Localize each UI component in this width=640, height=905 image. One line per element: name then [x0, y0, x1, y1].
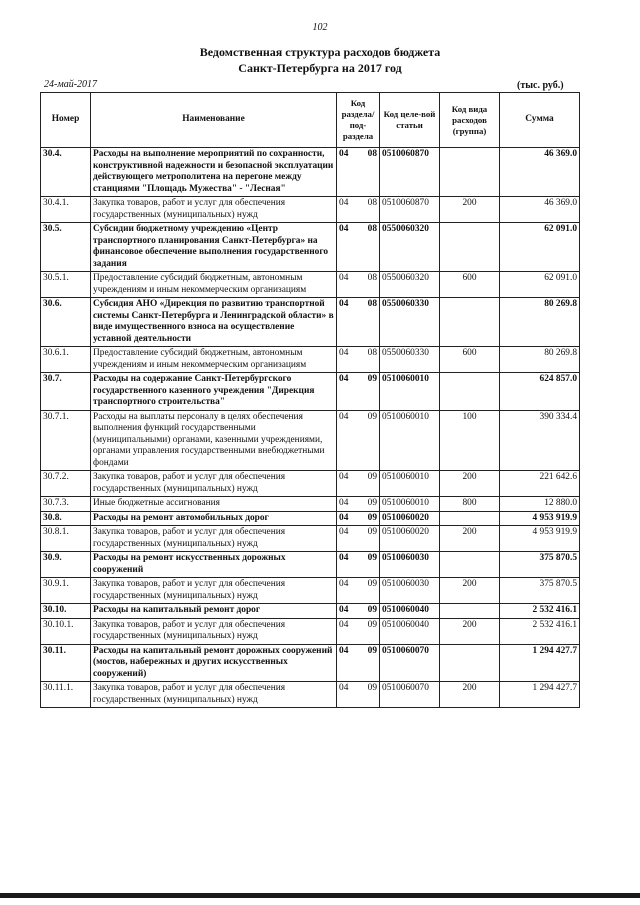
row-subsection-code: 09 [367, 605, 377, 615]
table-row [41, 373, 580, 411]
table-row [41, 497, 580, 512]
row-subsection-code: 09 [367, 683, 377, 693]
row-name: Предоставление субсидий бюджетным, автономным учреждениям и иным некоммерческим организациям [91, 347, 337, 373]
row-section-code: 04 [339, 224, 349, 234]
row-section [337, 644, 380, 682]
row-number: 30.7.3. [41, 497, 91, 512]
row-subsection-code: 09 [367, 527, 377, 537]
row-amount: 375 870.5 [500, 578, 580, 604]
row-subsection-code: 09 [367, 645, 377, 656]
row-amount: 4 953 919.9 [500, 511, 580, 526]
row-number: 30.8. [41, 511, 91, 526]
row-subsection-code: 08 [367, 273, 377, 283]
row-amount: 375 870.5 [500, 552, 580, 578]
row-section-code: 04 [339, 683, 349, 693]
row-section-code: 04 [339, 527, 349, 537]
row-article: 0510060020 [380, 511, 440, 526]
row-section [337, 604, 380, 619]
row-name: Расходы на ремонт искусственных дорожных сооружений [91, 552, 337, 578]
row-section [337, 298, 380, 347]
row-section-code: 04 [339, 273, 349, 283]
row-amount: 390 334.4 [500, 410, 580, 471]
title-line-1: Ведомственная структура расходов бюджета [199, 45, 441, 59]
row-article: 0550060320 [380, 272, 440, 298]
row-section-code: 04 [339, 374, 349, 384]
row-subsection-code: 09 [367, 498, 377, 508]
row-number: 30.10. [41, 604, 91, 619]
row-section-code: 04 [339, 149, 349, 159]
row-number: 30.5. [41, 223, 91, 272]
row-subsection-code: 09 [367, 619, 377, 630]
header-article: Код целе-вой статьи [380, 93, 440, 148]
row-name: Закупка товаров, работ и услуг для обеспечения государственных (муниципальных) нужд [91, 682, 337, 708]
row-subsection-code: 08 [367, 224, 377, 234]
row-name: Закупка товаров, работ и услуг для обеспечения государственных (муниципальных) нужд [91, 526, 337, 552]
row-amount: 2 532 416.1 [500, 618, 580, 644]
row-number: 30.11.1. [41, 682, 91, 708]
row-section [337, 148, 380, 197]
row-expense-type: 200 [440, 471, 500, 497]
row-section [337, 526, 380, 552]
row-subsection-code: 08 [367, 198, 377, 208]
table-row [41, 272, 580, 298]
row-expense-type [440, 644, 500, 682]
row-number: 30.4.1. [41, 197, 91, 223]
row-subsection-code: 09 [367, 472, 377, 482]
table-row [41, 148, 580, 197]
title-line-2: Санкт-Петербурга на 2017 год [238, 61, 402, 75]
row-section [337, 682, 380, 708]
table-row [41, 644, 580, 682]
table-row [41, 511, 580, 526]
row-section-code: 04 [339, 645, 349, 656]
row-section-code: 04 [339, 198, 349, 208]
row-name: Закупка товаров, работ и услуг для обеспечения государственных (муниципальных) нужд [91, 618, 337, 644]
row-article: 0510060870 [380, 148, 440, 197]
row-expense-type [440, 223, 500, 272]
row-amount: 624 857.0 [500, 373, 580, 411]
row-expense-type: 200 [440, 682, 500, 708]
row-amount: 1 294 427.7 [500, 682, 580, 708]
row-section-code: 04 [339, 605, 349, 615]
row-expense-type [440, 552, 500, 578]
row-amount: 62 091.0 [500, 272, 580, 298]
row-amount: 80 269.8 [500, 298, 580, 347]
row-name: Субсидии бюджетному учреждению «Центр транспортного планирования Санкт-Петербурга» на финансовое обеспечение выполнения государственного задания [91, 223, 337, 272]
row-section [337, 552, 380, 578]
row-section [337, 410, 380, 471]
row-amount: 4 953 919.9 [500, 526, 580, 552]
row-section-code: 04 [339, 512, 349, 523]
row-name: Расходы на выплаты персоналу в целях обеспечения выполнения функций государственными (муниципальными) органами, казенными учреждениями, органами управления государственными внебюджетными фондами [91, 410, 337, 471]
row-number: 30.7.1. [41, 410, 91, 471]
row-subsection-code: 09 [367, 553, 377, 563]
row-number: 30.10.1. [41, 618, 91, 644]
row-section [337, 272, 380, 298]
row-expense-type [440, 298, 500, 347]
row-amount: 12 880.0 [500, 497, 580, 512]
row-section [337, 223, 380, 272]
table-row [41, 197, 580, 223]
units-label: (тыс. руб.) [517, 80, 564, 91]
row-section [337, 618, 380, 644]
row-number: 30.5.1. [41, 272, 91, 298]
row-expense-type: 200 [440, 618, 500, 644]
row-number: 30.6. [41, 298, 91, 347]
table-body [41, 148, 580, 708]
table-row [41, 604, 580, 619]
row-name: Закупка товаров, работ и услуг для обеспечения государственных (муниципальных) нужд [91, 197, 337, 223]
row-article: 0510060030 [380, 552, 440, 578]
row-section-code: 04 [339, 472, 349, 482]
row-number: 30.8.1. [41, 526, 91, 552]
row-article: 0510060040 [380, 618, 440, 644]
row-section [337, 471, 380, 497]
budget-table [40, 92, 580, 708]
table-header-row [41, 93, 580, 148]
table-row [41, 471, 580, 497]
row-section [337, 373, 380, 411]
row-article: 0510060030 [380, 578, 440, 604]
row-amount: 2 532 416.1 [500, 604, 580, 619]
row-number: 30.4. [41, 148, 91, 197]
row-number: 30.7.2. [41, 471, 91, 497]
table-row [41, 223, 580, 272]
row-article: 0550060320 [380, 223, 440, 272]
table-row [41, 578, 580, 604]
row-number: 30.6.1. [41, 347, 91, 373]
row-number: 30.7. [41, 373, 91, 411]
row-section-code: 04 [339, 348, 349, 358]
row-amount: 46 369.0 [500, 197, 580, 223]
row-name: Расходы на содержание Санкт-Петербургского государственного казенного учреждения "Дирекция транспортного строительства" [91, 373, 337, 411]
row-name: Закупка товаров, работ и услуг для обеспечения государственных (муниципальных) нужд [91, 578, 337, 604]
row-expense-type [440, 148, 500, 197]
row-expense-type: 200 [440, 578, 500, 604]
row-subsection-code: 08 [367, 348, 377, 358]
row-article: 0510060070 [380, 644, 440, 682]
row-section [337, 497, 380, 512]
row-name: Субсидия АНО «Дирекция по развитию транспортной системы Санкт-Петербурга и Ленинградской области» в виде имущественного взноса на осуществление уставной деятельности [91, 298, 337, 347]
row-section-code: 04 [339, 579, 349, 589]
row-section [337, 197, 380, 223]
row-article: 0510060020 [380, 526, 440, 552]
row-section [337, 511, 380, 526]
row-section [337, 347, 380, 373]
header-expense-type: Код вида расходов (группа) [440, 93, 500, 148]
document-date: 24-май-2017 [44, 79, 98, 90]
row-subsection-code: 08 [367, 149, 377, 159]
row-section [337, 578, 380, 604]
row-amount: 62 091.0 [500, 223, 580, 272]
row-number: 30.11. [41, 644, 91, 682]
row-name: Предоставление субсидий бюджетным, автономным учреждениям и иным некоммерческим организациям [91, 272, 337, 298]
row-name: Расходы на капитальный ремонт дорог [91, 604, 337, 619]
row-number: 30.9. [41, 552, 91, 578]
header-section: Код раздела/ под-раздела [337, 93, 380, 148]
table-row [41, 618, 580, 644]
document-title [0, 44, 640, 76]
row-subsection-code: 09 [367, 411, 377, 422]
row-expense-type: 200 [440, 197, 500, 223]
row-section-code: 04 [339, 411, 349, 422]
row-amount: 46 369.0 [500, 148, 580, 197]
row-article: 0510060010 [380, 373, 440, 411]
row-amount: 80 269.8 [500, 347, 580, 373]
table-row [41, 526, 580, 552]
row-section-code: 04 [339, 498, 349, 508]
row-expense-type [440, 373, 500, 411]
row-article: 0510060870 [380, 197, 440, 223]
page-number: 102 [312, 22, 328, 33]
row-name: Расходы на капитальный ремонт дорожных сооружений (мостов, набережных и других искусственных сооружений) [91, 644, 337, 682]
row-name: Расходы на ремонт автомобильных дорог [91, 511, 337, 526]
row-subsection-code: 09 [367, 374, 377, 384]
table-row [41, 298, 580, 347]
table-row [41, 347, 580, 373]
scan-bottom-edge [0, 893, 640, 898]
row-article: 0510060010 [380, 410, 440, 471]
row-article: 0510060010 [380, 497, 440, 512]
row-subsection-code: 09 [367, 579, 377, 589]
header-name: Наименование [91, 93, 337, 148]
header-number: Номер [41, 93, 91, 148]
table-row [41, 410, 580, 471]
row-expense-type [440, 511, 500, 526]
row-article: 0510060070 [380, 682, 440, 708]
row-subsection-code: 08 [367, 299, 377, 309]
row-article: 0510060040 [380, 604, 440, 619]
row-expense-type: 600 [440, 272, 500, 298]
row-expense-type: 600 [440, 347, 500, 373]
table-row [41, 682, 580, 708]
row-section-code: 04 [339, 299, 349, 309]
row-name: Закупка товаров, работ и услуг для обеспечения государственных (муниципальных) нужд [91, 471, 337, 497]
row-amount: 1 294 427.7 [500, 644, 580, 682]
row-name: Иные бюджетные ассигнования [91, 497, 337, 512]
row-article: 0550060330 [380, 298, 440, 347]
row-expense-type: 200 [440, 526, 500, 552]
row-amount: 221 642.6 [500, 471, 580, 497]
row-section-code: 04 [339, 619, 349, 630]
row-article: 0510060010 [380, 471, 440, 497]
row-article: 0550060330 [380, 347, 440, 373]
row-expense-type [440, 604, 500, 619]
row-section-code: 04 [339, 553, 349, 563]
row-name: Расходы на выполнение мероприятий по сохранности, конструктивной надежности и безопасной эксплуатации действующего метрополитена на перегоне между станциями "Площадь Мужества" - "Лесная" [91, 148, 337, 197]
row-subsection-code: 09 [367, 512, 377, 523]
row-number: 30.9.1. [41, 578, 91, 604]
row-expense-type: 800 [440, 497, 500, 512]
table-row [41, 552, 580, 578]
row-expense-type: 100 [440, 410, 500, 471]
header-amount: Сумма [500, 93, 580, 148]
